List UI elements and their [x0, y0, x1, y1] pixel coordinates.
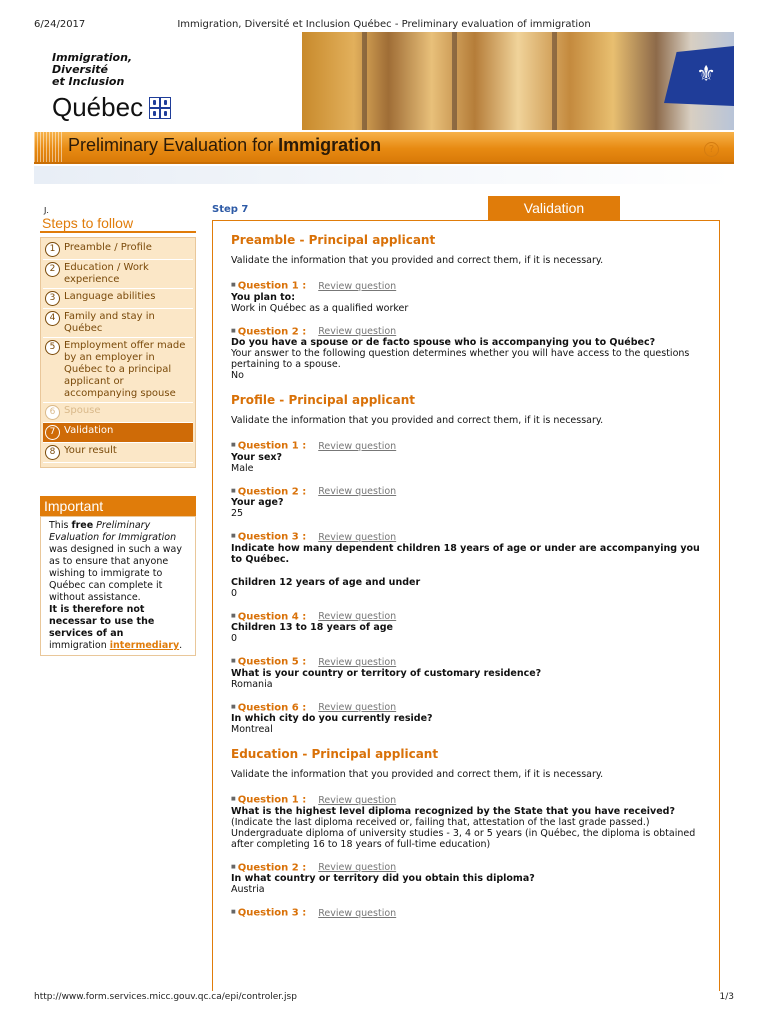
step-family[interactable]: 4 Family and stay in Québec [43, 309, 193, 338]
step-label: Your result [64, 445, 117, 456]
logo-quebec-text: Québec [52, 92, 144, 122]
help-icon[interactable]: ? [704, 142, 719, 157]
banner [34, 32, 734, 130]
review-question-link[interactable]: Review question [318, 862, 397, 873]
print-url: http://www.form.services.micc.gouv.qc.ca/epi/controler.jsp [34, 992, 297, 1002]
autumn-forest-banner-image [302, 32, 734, 130]
quebec-logo[interactable] [52, 52, 252, 123]
question-text: In what country or territory did you obtain this diploma? [231, 873, 535, 884]
review-question-link[interactable]: Review question [318, 794, 397, 806]
question-note: Your answer to the following question determines whether you will have access to the questions pertaining to a spouse. [231, 348, 690, 370]
step-label: Spouse [64, 405, 101, 416]
section-intro: Validate the information that you provided and correct them, if it is necessary. [231, 415, 604, 426]
question-number: ■ Question 5 : [231, 656, 306, 668]
question-text: What is your country or territory of customary residence? [231, 667, 542, 679]
question-number: ■ Question 2 : [231, 486, 306, 498]
question-answer: Undergraduate diploma of university studies - 3, 4 or 5 years (in Québec, the diploma is obtained after completing 16 to 18 years of full-time education) [231, 827, 696, 850]
step-label: Employment offer made by an employer in Québec to a principal applicant or accompanying spouse [64, 340, 186, 399]
question-number: ■ Question 4 : [231, 611, 306, 623]
section-title: Profile - Principal applicant [231, 393, 416, 407]
intermediary-link[interactable]: intermediary [109, 640, 180, 651]
review-question-link[interactable]: Review question [318, 907, 397, 919]
important-text: This free Preliminary Evaluation for Immigration was designed in such a way as to ensure that anyone wishing to immigrate to Québec can complete it without assistance. It is therefore not necessar to use the services of an immigration intermediary. [40, 516, 196, 656]
step-label: Language abilities [64, 291, 156, 302]
question-item [231, 440, 701, 474]
question-number: ■ Question 3 : [231, 907, 306, 919]
question-answer: Male [231, 462, 254, 474]
validation-panel [212, 220, 720, 991]
question-number: ■ Question 2 : [231, 326, 306, 338]
question-answer: Montreal [231, 724, 273, 735]
question-item [231, 531, 701, 599]
question-item [231, 862, 701, 896]
question-item [231, 326, 701, 382]
question-number: ■ Question 2 : [231, 862, 306, 874]
question-number: ■ Question 6 : [231, 702, 306, 714]
question-subtext: Children 12 years of age and under [231, 576, 421, 588]
question-item [231, 280, 701, 314]
steps-list [40, 237, 196, 468]
print-header [0, 0, 768, 30]
step-education-work[interactable]: 2 Education / Work experience [43, 260, 193, 289]
section-intro: Validate the information that you provided and correct them, if it is necessary. [231, 255, 604, 266]
question-number: ■ Question 1 : [231, 794, 306, 806]
step-label: Validation [64, 425, 114, 436]
question-number: ■ Question 1 : [231, 440, 306, 452]
question-answer: 0 [231, 587, 238, 599]
important-title: Important [40, 496, 196, 516]
step-label: Family and stay in Québec [64, 311, 155, 334]
step-label: Preamble / Profile [64, 242, 152, 253]
question-text: Children 13 to 18 years of age [231, 622, 393, 633]
logo-line-2: Diversité [52, 63, 108, 76]
logo-quebec [52, 92, 252, 123]
question-number: ■ Question 1 : [231, 280, 306, 292]
question-answer: Austria [231, 884, 265, 895]
question-answer: 0 [231, 633, 238, 644]
question-number: ■ Question 3 : [231, 531, 306, 543]
review-question-link[interactable]: Review question [318, 440, 397, 452]
question-item [231, 794, 701, 850]
fleur-de-lis-icon: ⚜ [696, 62, 716, 87]
step-your-result[interactable]: 8 Your result [43, 443, 193, 463]
sidebar [40, 206, 196, 656]
question-text: Do you have a spouse or de facto spouse who is accompanying you to Québec? [231, 337, 656, 348]
page-title-bar [34, 132, 734, 164]
question-item [231, 611, 701, 645]
print-date: 6/24/2017 [34, 19, 86, 30]
review-question-link[interactable]: Review question [318, 656, 397, 668]
question-item [231, 907, 701, 919]
question-answer: Romania [231, 678, 273, 690]
important-box [40, 496, 196, 656]
review-question-link[interactable]: Review question [318, 702, 397, 713]
question-text: In which city do you currently reside? [231, 713, 433, 724]
sidebar-marker: J. [44, 206, 49, 215]
tab-validation[interactable]: Validation [488, 196, 620, 220]
question-text: What is the highest level diploma recognized by the State that you have received? [231, 805, 675, 817]
question-text: Your age? [231, 497, 284, 508]
step-label: Education / Work experience [64, 262, 149, 285]
review-question-link[interactable]: Review question [318, 486, 397, 497]
step-language[interactable]: 3 Language abilities [43, 289, 193, 309]
question-item [231, 656, 701, 690]
question-note: (Indicate the last diploma received or, failing that, attestation of the last grade passed.) [231, 816, 650, 828]
question-text: Indicate how many dependent children 18 years of age or under are accompanying you to Québec. [231, 542, 700, 565]
print-page-number: 1/3 [719, 992, 734, 1002]
quebec-flag-icon [149, 97, 171, 119]
page-title: Preliminary Evaluation for Immigration [68, 135, 382, 155]
steps-title: Steps to follow [40, 215, 196, 233]
step-validation[interactable]: 7 Validation [43, 423, 193, 443]
review-question-link[interactable]: Review question [318, 326, 397, 337]
section-intro: Validate the information that you provided and correct them, if it is necessary. [231, 769, 604, 780]
question-item [231, 702, 701, 736]
logo-line-3: et Inclusion [52, 75, 125, 88]
print-title: Immigration, Diversité et Inclusion Québec - Preliminary evaluation of immigration [177, 19, 591, 30]
review-question-link[interactable]: Review question [318, 531, 397, 543]
question-answer: 25 [231, 508, 244, 519]
section-title: Preamble - Principal applicant [231, 233, 436, 247]
step-preamble-profile[interactable]: 1 Preamble / Profile [43, 240, 193, 260]
question-text: You plan to: [231, 291, 296, 303]
question-answer: Work in Québec as a qualified worker [231, 302, 409, 314]
header-divider [34, 166, 734, 184]
question-answer: No [231, 370, 244, 381]
section-title: Education - Principal applicant [231, 747, 439, 761]
review-question-link[interactable]: Review question [318, 280, 397, 292]
question-text: Your sex? [231, 451, 283, 463]
logo-line-1: Immigration, [52, 51, 133, 64]
step-spouse: 6 Spouse [43, 403, 193, 423]
step-number-label: Step 7 [212, 204, 249, 215]
step-employment-offer[interactable]: 5 Employment offer made by an employer in Québec to a principal applicant or accompanying spouse [43, 338, 193, 403]
question-item [231, 486, 701, 520]
review-question-link[interactable]: Review question [318, 611, 397, 622]
